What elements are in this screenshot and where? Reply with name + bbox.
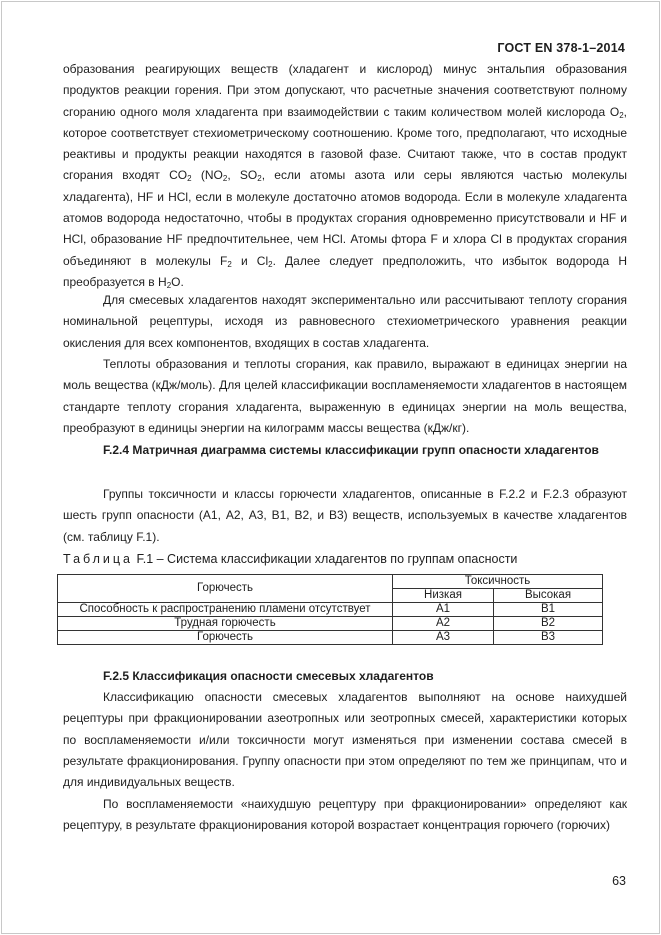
paragraph-combustion-products: образования реагирующих веществ (хладагент и кислород) минус энтальпия образования продуктов реакции горения. При этом допускают, что расчетные значения соответствуют полному сгоранию одного моля хладагента при взаимодействии с таким количеством молей кислорода $O_2$, которое соответствует стехиометрическому соотношению. Кроме того, предполагают, что исходные реактивы и продукты реакции находятся в газовой фазе. Считают также, что в состав продукт сгорания входят $CO_2$ ($NO_2$, $SO_2$, если атомы азота или серы являются частью молекулы хладагента), HF и HCl, если в молекуле достаточно атомов водорода. Если в молекуле хладагента атомов водорода недостаточно, чтобы в продуктах сгорания одновременно присутствовали и HF и HCl, образование HF предпочтительнее, чем HCl. Атомы фтора F и хлора Cl в продуктах сгорания объединяют в молекулы $F_2$ и $Cl_2$. Далее следует предположить, что избыток водорода H преобразуется в $H_2O$. (63, 62, 627, 290)
table-row (58, 603, 603, 617)
cell-high: В3 (494, 631, 603, 645)
table-caption (63, 549, 517, 570)
cell-low: А2 (393, 617, 494, 631)
paragraph-worst-formulation: По воспламеняемости «наихудшую рецептуру при фракционировании» определяют как рецептуру, в результате фракционирования которой возрастает концентрация горючего (горючих) (63, 797, 627, 833)
paragraph-mixture-classification: Классификацию опасности смесевых хладагентов выполняют на основе наихудшей рецептуры при фракционировании азеотропных или зеотропных смесей, характеристики которых по воспламеняемости и/или токсичности могут изменяться при изменении состава смесей в результате фракционирования. Группу опасности при этом определяют по тем же принципам, что и для индивидуальных веществ. (63, 690, 627, 790)
table-caption-label: Таблица (63, 552, 134, 566)
cell-low: А3 (393, 631, 494, 645)
hazard-classification-table (57, 574, 603, 645)
paragraph-units: Теплоты образования и теплоты сгорания, как правило, выражают в единицах энергии на моль вещества (кДж/моль). Для целей классификации воспламеняемости хладагентов в настоящем стандарте теплоту сгорания хладагента, выраженную в единицах энергии на моль вещества, преобразуют в единицы энергии на килограмм массы вещества (кДж/кг). (63, 357, 627, 435)
table-row (58, 631, 603, 645)
row-label: Горючесть (58, 631, 393, 645)
cell-low: А1 (393, 603, 494, 617)
section-heading-f25: F.2.5 Классификация опасности смесевых хладагентов (103, 669, 434, 683)
header-high: Высокая (494, 589, 603, 603)
table-header-row (58, 575, 603, 589)
row-label: Трудная горючесть (58, 617, 393, 631)
table-row (58, 617, 603, 631)
paragraph-six-groups: Группы токсичности и классы горючести хладагентов, описанные в F.2.2 и F.2.3 образуют шесть групп опасности (А1, А2, А3, В1, В2, и В3) веществ, используемых в качестве хладагентов (см. таблицу F.1). (63, 487, 627, 544)
cell-high: В2 (494, 617, 603, 631)
table-caption-text: F.1 – Система классификации хладагентов по группам опасности (133, 552, 518, 566)
header-toxicity: Токсичность (393, 575, 603, 589)
page-number: 63 (612, 874, 626, 888)
document-header: ГОСТ EN 378-1–2014 (497, 41, 625, 55)
paragraph-mixture-heat: Для смесевых хладагентов находят экспериментально или рассчитывают теплоту сгорания номинальной рецептуры, исходя из равновесного стехиометрического уравнения реакции окисления для всех компонентов, входящих в состав хладагента. (63, 293, 627, 350)
row-label: Способность к распространению пламени отсутствует (58, 603, 393, 617)
section-heading-f24: F.2.4 Матричная диаграмма системы классификации групп опасности хладагентов (103, 443, 599, 457)
header-flammability: Горючесть (58, 575, 393, 603)
header-low: Низкая (393, 589, 494, 603)
cell-high: В1 (494, 603, 603, 617)
